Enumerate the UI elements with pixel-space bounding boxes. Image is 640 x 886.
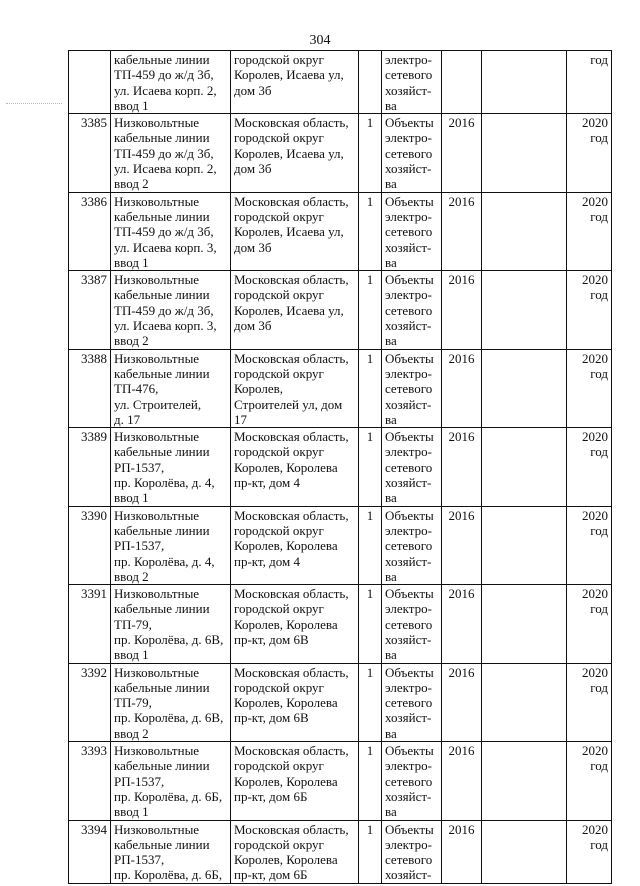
table-row (69, 349, 612, 427)
table-row-continued (69, 51, 612, 114)
cell-year (442, 51, 482, 114)
table-row (69, 192, 612, 270)
cell-year: 2016 (442, 506, 482, 584)
table-row (69, 820, 612, 883)
cell-quantity: 1 (359, 742, 382, 820)
cell-object-name: Низковольтные кабельные линии ТП-459 до ж/д 3б, ул. Исаева корп. 2, ввод 2 (111, 114, 231, 192)
cell-term: 2020 год (567, 349, 612, 427)
cell-term: 2020 год (567, 114, 612, 192)
cell-address: Московская область, городской округ Королев, Королева пр-кт, дом 4 (231, 506, 359, 584)
cell-year: 2016 (442, 428, 482, 506)
cell-term: 2020 год (567, 506, 612, 584)
cell-object-type: Объекты электро- сетевого хозяйст- ва (382, 349, 442, 427)
cell-empty (482, 192, 567, 270)
cell-address: Московская область, городской округ Королев, Строителей ул, дом 17 (231, 349, 359, 427)
cell-quantity: 1 (359, 192, 382, 270)
cell-empty (482, 585, 567, 663)
cell-quantity: 1 (359, 114, 382, 192)
cell-address: Московская область, городской округ Королев, Королева пр-кт, дом 4 (231, 428, 359, 506)
cell-address: городской округ Королев, Исаева ул, дом 3б (231, 51, 359, 114)
cell-term: 2020 год (567, 663, 612, 741)
cell-year: 2016 (442, 585, 482, 663)
cell-number: 3387 (69, 271, 111, 349)
cell-number: 3394 (69, 820, 111, 883)
cell-quantity: 1 (359, 663, 382, 741)
cell-object-type: Объекты электро- сетевого хозяйст- ва (382, 585, 442, 663)
table-row (69, 114, 612, 192)
cell-year: 2016 (442, 663, 482, 741)
cell-year: 2016 (442, 349, 482, 427)
cell-object-name: Низковольтные кабельные линии РП-1537, пр. Королёва, д. 4, ввод 1 (111, 428, 231, 506)
cell-year: 2016 (442, 271, 482, 349)
cell-number: 3386 (69, 192, 111, 270)
cell-quantity: 1 (359, 349, 382, 427)
cell-number: 3390 (69, 506, 111, 584)
cell-address: Московская область, городской округ Королев, Исаева ул, дом 3б (231, 271, 359, 349)
cell-empty (482, 349, 567, 427)
cell-object-type: электро- сетевого хозяйст- ва (382, 51, 442, 114)
cell-object-type: Объекты электро- сетевого хозяйст- ва (382, 114, 442, 192)
cell-object-name: Низковольтные кабельные линии ТП-459 до ж/д 3б, ул. Исаева корп. 3, ввод 2 (111, 271, 231, 349)
cell-address: Московская область, городской округ Королев, Королева пр-кт, дом 6В (231, 585, 359, 663)
cell-number: 3392 (69, 663, 111, 741)
cell-empty (482, 271, 567, 349)
cell-empty (482, 51, 567, 114)
cell-object-name: Низковольтные кабельные линии РП-1537, пр. Королёва, д. 6Б, (111, 820, 231, 883)
table-row (69, 742, 612, 820)
cell-quantity (359, 51, 382, 114)
cell-quantity: 1 (359, 428, 382, 506)
cell-term: 2020 год (567, 742, 612, 820)
cell-year: 2016 (442, 114, 482, 192)
cell-object-name: Низковольтные кабельные линии РП-1537, пр. Королёва, д. 4, ввод 2 (111, 506, 231, 584)
cell-address: Московская область, городской округ Королев, Королева пр-кт, дом 6Б (231, 820, 359, 883)
cell-object-type: Объекты электро- сетевого хозяйст- ва (382, 192, 442, 270)
cell-object-type: Объекты электро- сетевого хозяйст- ва (382, 663, 442, 741)
cell-year: 2016 (442, 192, 482, 270)
cell-number: 3385 (69, 114, 111, 192)
cell-object-name: Низковольтные кабельные линии ТП-79, пр. Королёва, д. 6В, ввод 1 (111, 585, 231, 663)
cell-empty (482, 506, 567, 584)
cell-object-type: Объекты электро- сетевого хозяйст- ва (382, 428, 442, 506)
cell-quantity: 1 (359, 506, 382, 584)
table-body (69, 51, 612, 884)
registry-table (68, 50, 612, 884)
cell-object-type: Объекты электро- сетевого хозяйст- ва (382, 271, 442, 349)
cell-empty (482, 820, 567, 883)
cell-address: Московская область, городской округ Королев, Королева пр-кт, дом 6Б (231, 742, 359, 820)
cell-term: год (567, 51, 612, 114)
cell-object-name: Низковольтные кабельные линии ТП-476, ул. Строителей, д. 17 (111, 349, 231, 427)
cell-empty (482, 114, 567, 192)
cell-term: 2020 год (567, 820, 612, 883)
cell-year: 2016 (442, 820, 482, 883)
cell-number (69, 51, 111, 114)
cell-address: Московская область, городской округ Королев, Королева пр-кт, дом 6В (231, 663, 359, 741)
table-row (69, 271, 612, 349)
table-row (69, 506, 612, 584)
cell-object-name: кабельные линии ТП-459 до ж/д 3б, ул. Исаева корп. 2, ввод 1 (111, 51, 231, 114)
table-row (69, 663, 612, 741)
cell-number: 3393 (69, 742, 111, 820)
cell-object-name: Низковольтные кабельные линии ТП-79, пр. Королёва, д. 6В, ввод 2 (111, 663, 231, 741)
cell-term: 2020 год (567, 585, 612, 663)
cell-address: Московская область, городской округ Королев, Исаева ул, дом 3б (231, 192, 359, 270)
cell-quantity: 1 (359, 820, 382, 883)
cell-quantity: 1 (359, 585, 382, 663)
cell-address: Московская область, городской округ Королев, Исаева ул, дом 3б (231, 114, 359, 192)
cell-object-type: Объекты электро- сетевого хозяйст- ва (382, 506, 442, 584)
scan-artifact (6, 103, 62, 105)
cell-number: 3388 (69, 349, 111, 427)
cell-object-name: Низковольтные кабельные линии ТП-459 до ж/д 3б, ул. Исаева корп. 3, ввод 1 (111, 192, 231, 270)
cell-term: 2020 год (567, 428, 612, 506)
cell-object-name: Низковольтные кабельные линии РП-1537, пр. Королёва, д. 6Б, ввод 1 (111, 742, 231, 820)
page-number: 304 (309, 33, 331, 48)
cell-number: 3391 (69, 585, 111, 663)
cell-object-type: Объекты электро- сетевого хозяйст- (382, 820, 442, 883)
cell-year: 2016 (442, 742, 482, 820)
cell-term: 2020 год (567, 271, 612, 349)
cell-empty (482, 742, 567, 820)
cell-empty (482, 663, 567, 741)
cell-quantity: 1 (359, 271, 382, 349)
cell-empty (482, 428, 567, 506)
table-row (69, 428, 612, 506)
cell-object-type: Объекты электро- сетевого хозяйст- ва (382, 742, 442, 820)
cell-number: 3389 (69, 428, 111, 506)
table-row (69, 585, 612, 663)
cell-term: 2020 год (567, 192, 612, 270)
